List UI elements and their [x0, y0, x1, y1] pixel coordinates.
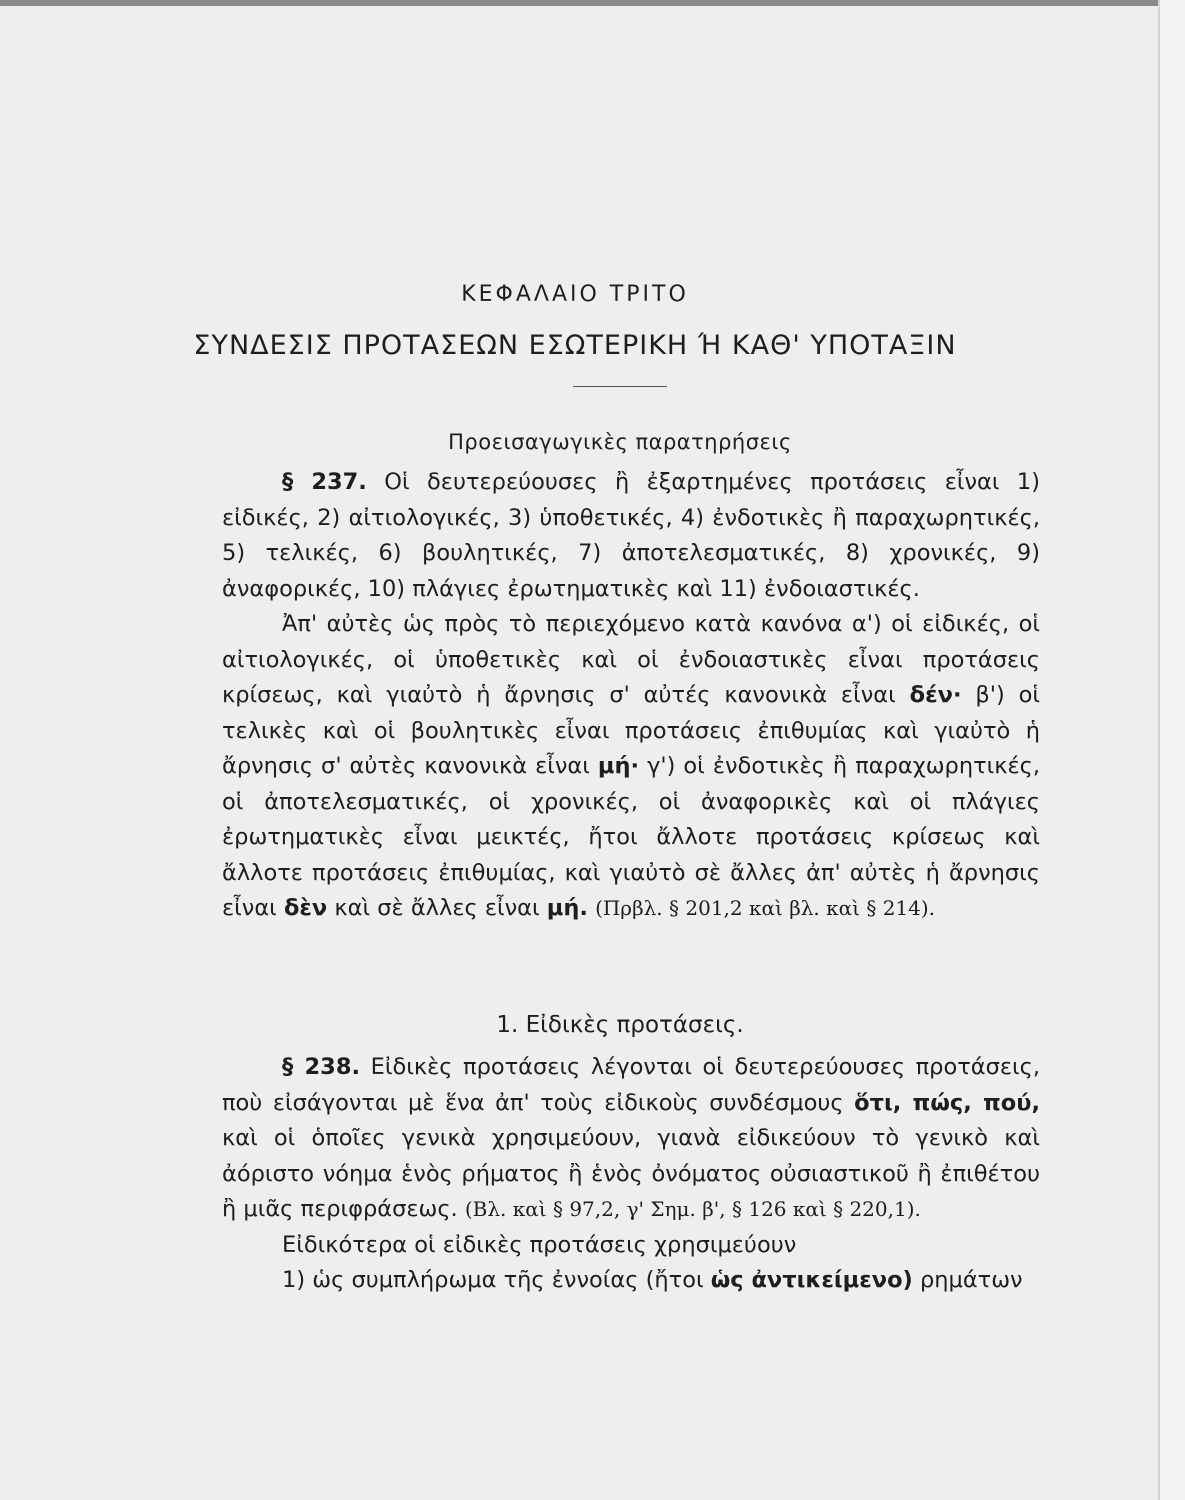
- section-237: [222, 465, 1040, 927]
- paragraph: Εἰδικότερα οἱ εἰδικὲς προτάσεις χρησιμεύουν: [282, 1231, 797, 1258]
- paragraph: § 238. Εἰδικὲς προτάσεις λέγονται οἱ δευτερεύουσες προτάσεις, ποὺ εἰσάγονται μὲ ἕνα ἀπ' τοὺς εἰδικοὺς συνδέσμους ὅτι, πώς, πού, καὶ οἱ ὁποῖες γενικὰ χρησιμεύουν, γιανὰ εἰδικεύουν τὸ γενικὸ καὶ ἀόριστο νόημα ἑνὸς ρήματος ἢ ἑνὸς ὀνόματος οὐσιαστικοῦ ἢ ἐπιθέτου ἢ μιᾶς περιφράσεως. (Βλ. καὶ § 97,2, γ' Σημ. β', § 126 καὶ § 220,1).: [222, 1054, 1040, 1222]
- paragraph: Ἀπ' αὐτὲς ὡς πρὸς τὸ περιεχόμενο κατὰ κανόνα α') οἱ εἰδικές, οἱ αἰτιολογικές, οἱ ὑποθετικὲς καὶ οἱ ἐνδοιαστικὲς εἶναι προτάσεις κρίσεως, καὶ γιαὐτὸ ἡ ἄρνησις σ' αὐτές κανονικὰ εἶναι δέν· β') οἱ τελικὲς καὶ οἱ βουλητικὲς εἶναι προτάσεις ἐπιθυμίας καὶ γιαὐτὸ ἡ ἄρνησις σ' αὐτὲς κανονικὰ εἶναι μή· γ') οἱ ἐνδοτικὲς ἢ παραχωρητικές, οἱ ἀποτελεσματικές, οἱ χρονικές, οἱ ἀναφορικὲς καὶ οἱ πλάγιες ἐρωτηματικὲς εἶναι μεικτές, ἤτοι ἄλλοτε προτάσεις κρίσεως καὶ ἄλλοτε προτάσεις ἐπιθυμίας, καὶ γιαὐτὸ σὲ ἄλλες ἀπ' αὐτὲς ἡ ἄρνησις εἶναι δὲν καὶ σὲ ἄλλες εἶναι μή. (Πρβλ. § 201,2 καὶ βλ. καὶ § 214).: [222, 611, 1041, 921]
- paragraph: § 237. Οἱ δευτερεύουσες ἢ ἐξαρτημένες προτάσεις εἶναι 1) εἰδικές, 2) αἰτιολογικές, 3) ὑποθετικές, 4) ἐνδοτικὲς ἢ παραχωρητικές, 5) τελικές, 6) βουλητικές, 7) ἀποτελεσματικές, 8) χρονικές, 9) ἀναφορικές, 10) πλάγιες ἐρωτηματικὲς καὶ 11) ἐνδοιαστικές.: [222, 469, 1040, 602]
- chapter-label: ΚΕΦΑΛΑΙΟ ΤΡΙΤΟ: [461, 282, 689, 307]
- emphasis: ὅτι, πώς, πού,: [854, 1089, 1040, 1116]
- page-edge: [1158, 0, 1185, 1500]
- chapter-title: ΣΥΝΔΕΣΙΣ ΠΡΟΤΑΣΕΩΝ ΕΣΩΤΕΡΙΚΗ Ή ΚΑΘ' ΥΠΟΤΑΞΙΝ: [193, 330, 957, 361]
- emphasis: δέν·: [909, 682, 962, 708]
- emphasis: δὲν: [283, 895, 328, 921]
- section-number: § 237.: [282, 469, 367, 495]
- emphasis: μή.: [546, 895, 588, 921]
- subheading: Προεισαγωγικὲς παρατηρήσεις: [448, 430, 792, 454]
- title-rule: [573, 386, 667, 387]
- section-238: [222, 1050, 1040, 1299]
- emphasis: ὡς ἀντικείμενο): [710, 1267, 913, 1293]
- section-number: § 238.: [282, 1054, 361, 1080]
- paragraph: 1) ὡς συμπλήρωμα τῆς ἐννοίας (ἤτοι ὡς ἀντικείμενο) ρημάτων: [282, 1267, 1023, 1293]
- emphasis: μή·: [597, 753, 640, 779]
- cross-reference: (Πρβλ. § 201,2 καὶ βλ. καὶ § 214).: [595, 896, 936, 920]
- cross-reference: (Βλ. καὶ § 97,2, γ' Σημ. β', § 126 καὶ § 220,1).: [464, 1197, 921, 1221]
- section-heading: 1. Εἰδικὲς προτάσεις.: [496, 1012, 744, 1038]
